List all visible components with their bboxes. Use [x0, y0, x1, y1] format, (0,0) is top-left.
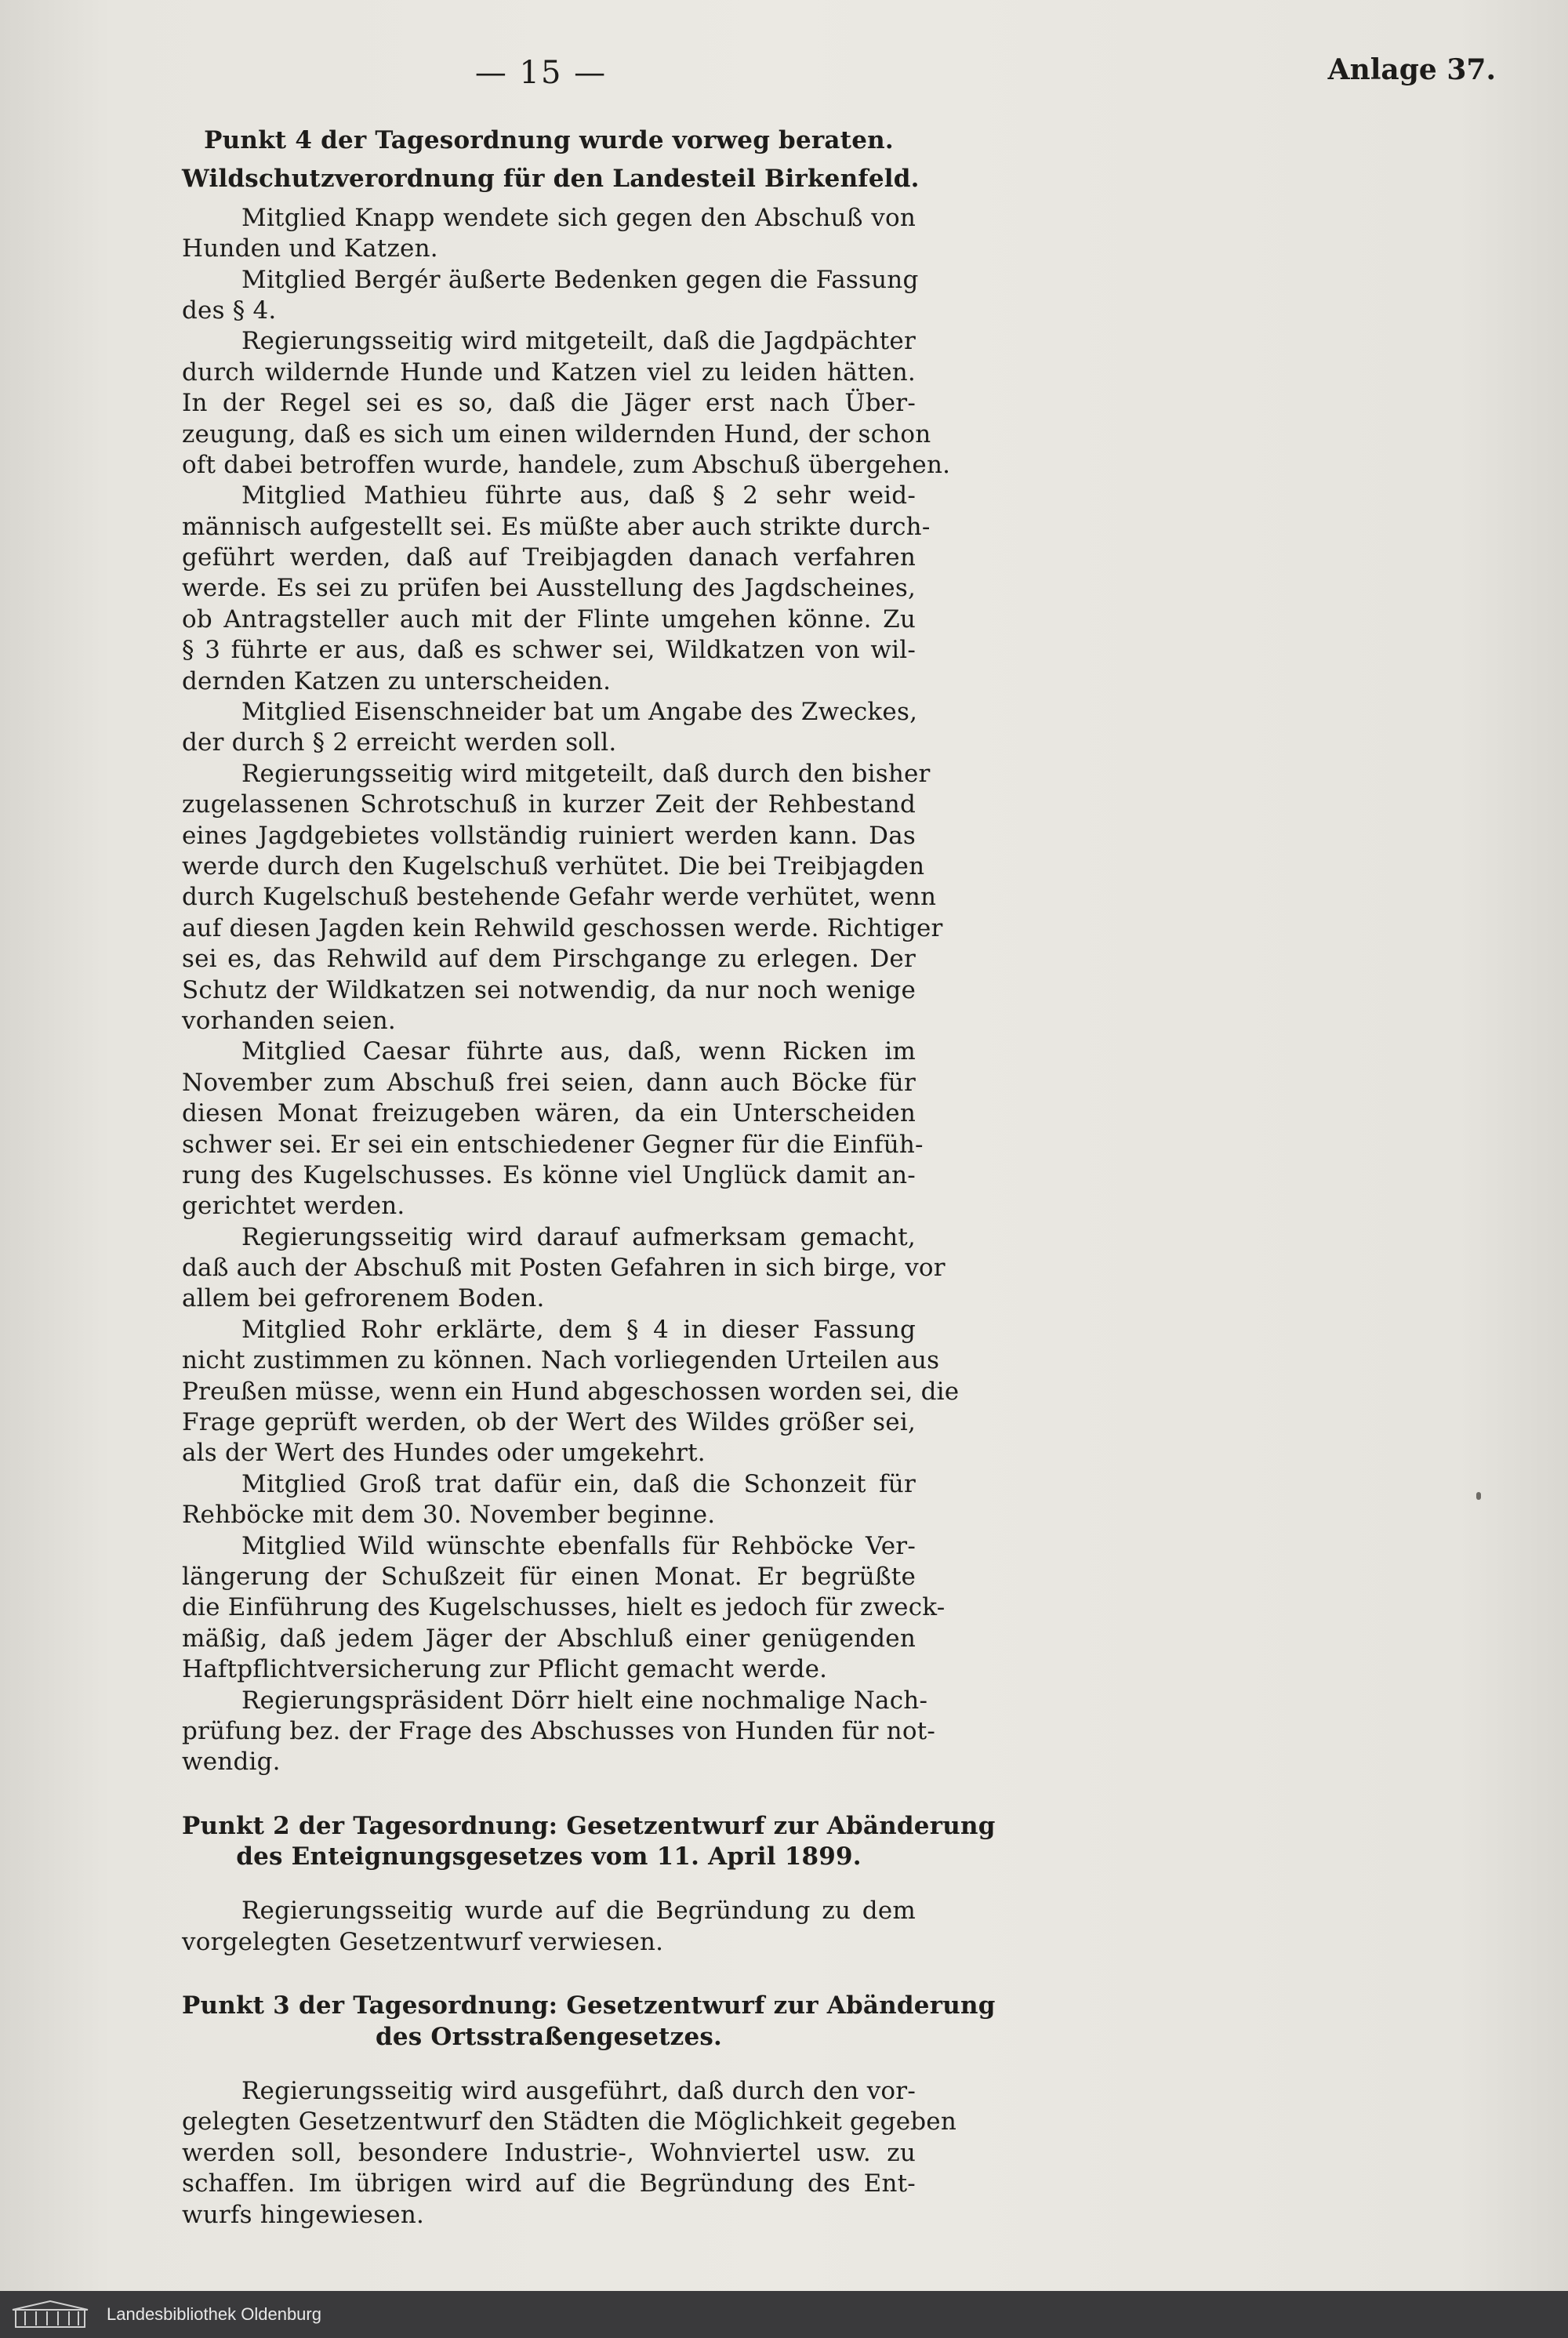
text-line: die Einführung des Kugelschusses, hielt es jedoch für zweck-: [182, 1593, 946, 1622]
text-line: Punkt 2 der Tagesordnung: Gesetzentwurf zur Abänderung: [182, 1811, 996, 1840]
text-line: allem bei gefrorenem Boden.: [182, 1284, 545, 1313]
text-line: des Ortsstraßengesetzes.: [375, 2022, 723, 2051]
text-line: Frage geprüft werden, ob der Wert des Wildes größer sei,: [182, 1408, 916, 1437]
text-line: Schutz der Wildkatzen sei notwendig, da nur noch wenige: [182, 975, 916, 1004]
text-line: ob Antragsteller auch mit der Flinte umgehen könne. Zu: [182, 604, 916, 634]
footer-bar: [0, 2291, 1568, 2338]
text-line: Mitglied Rohr erklärte, dem § 4 in dieser Fassung: [241, 1315, 916, 1344]
paragraph-gap: [182, 1778, 916, 1811]
text-line: Regierungsseitig wurde auf die Begründung zu dem: [241, 1897, 916, 1926]
text-line: des § 4.: [182, 296, 277, 325]
text-line: Haftpflichtversicherung zur Pflicht gemacht werde.: [182, 1655, 828, 1684]
text-line: zugelassenen Schrotschuß in kurzer Zeit der Rehbestand: [182, 790, 916, 819]
text-line: als der Wert des Hundes oder umgekehrt.: [182, 1439, 706, 1468]
text-line: § 3 führte er aus, daß es schwer sei, Wildkatzen von wil-: [182, 636, 916, 665]
text-line: wurfs hingewiesen.: [182, 2200, 425, 2229]
text-line: Preußen müsse, wenn ein Hund abgeschossen worden sei, die: [182, 1377, 960, 1406]
text-line: nicht zustimmen zu können. Nach vorliegenden Urteilen aus: [182, 1346, 940, 1375]
text-line: In der Regel sei es so, daß die Jäger erst nach Über-: [182, 389, 916, 418]
text-line: Mitglied Bergér äußerte Bedenken gegen die Fassung: [241, 265, 919, 294]
paragraph: [182, 697, 916, 759]
text-line: sei es, das Rehwild auf dem Pirschgange zu erlegen. Der: [182, 945, 916, 974]
text-line: Regierungsseitig wird darauf aufmerksam gemacht,: [241, 1222, 916, 1251]
paragraph: [182, 1896, 916, 1958]
agenda-heading: [182, 125, 916, 156]
paragraph: [182, 203, 916, 265]
library-name: Landesbibliothek Oldenburg: [107, 2304, 321, 2324]
annex-label: Anlage 37.: [1327, 53, 1496, 86]
text-line: November zum Abschuß frei seien, dann auch Böcke für: [182, 1068, 916, 1097]
document-body: [182, 125, 996, 2231]
text-line: wendig.: [182, 1748, 281, 1777]
paragraph: [182, 1036, 924, 1222]
text-line: durch wildernde Hunde und Katzen viel zu leiden hätten.: [182, 358, 916, 387]
page-number: — 15 —: [474, 55, 608, 91]
text-line: des Enteignungsgesetzes vom 11. April 1899.: [236, 1842, 862, 1871]
text-line: werden soll, besondere Industrie-, Wohnviertel usw. zu: [182, 2138, 916, 2167]
section-heading: [182, 1991, 996, 2053]
text-line: Regierungsseitig wird mitgeteilt, daß die Jagdpächter: [241, 327, 916, 356]
paragraph: [182, 1531, 946, 1686]
text-line: Regierungspräsident Dörr hielt eine nochmalige Nach-: [241, 1686, 928, 1715]
text-line: längerung der Schußzeit für einen Monat. Er begrüßte: [182, 1562, 916, 1591]
text-line: werde durch den Kugelschuß verhütet. Die bei Treibjagden: [182, 851, 925, 880]
text-line: eines Jagdgebietes vollständig ruiniert werden kann. Das: [182, 821, 916, 850]
text-line: zeugung, daß es sich um einen wildernden Hund, der schon: [182, 419, 931, 448]
paragraph-gap: [182, 1872, 916, 1896]
paragraph: [182, 759, 943, 1037]
paragraph-gap: [182, 195, 916, 203]
text-line: Regierungsseitig wird ausgeführt, daß durch den vor-: [241, 2077, 916, 2106]
text-line: gerichtet werden.: [182, 1192, 405, 1221]
text-line: schwer sei. Er sei ein entschiedener Gegner für die Einfüh-: [182, 1130, 924, 1159]
text-line: mäßig, daß jedem Jäger der Abschluß einer genügenden: [182, 1624, 916, 1653]
section-heading: [182, 1811, 996, 1873]
text-line: prüfung bez. der Frage des Abschusses von Hunden für not-: [182, 1716, 936, 1745]
text-line: diesen Monat freizugeben wären, da ein Unterscheiden: [182, 1099, 916, 1128]
text-line: geführt werden, daß auf Treibjagden danach verfahren: [182, 543, 916, 572]
text-line: Mitglied Wild wünschte ebenfalls für Rehböcke Ver-: [241, 1531, 916, 1560]
text-line: Punkt 4 der Tagesordnung wurde vorweg beraten.: [204, 126, 894, 154]
text-line: Punkt 3 der Tagesordnung: Gesetzentwurf zur Abänderung: [182, 1991, 996, 2020]
text-line: männisch aufgestellt sei. Es müßte aber auch strikte durch-: [182, 512, 931, 541]
text-line: Wildschutzverordnung für den Landesteil Birkenfeld.: [182, 165, 920, 194]
paragraph: [182, 481, 931, 697]
paragraph: [182, 2076, 956, 2231]
text-line: Mitglied Caesar führte aus, daß, wenn Ricken im: [241, 1037, 916, 1066]
paragraph-gap: [182, 2053, 916, 2076]
text-line: der durch § 2 erreicht werden soll.: [182, 728, 617, 757]
agenda-heading: [182, 164, 920, 194]
paragraph: [182, 1315, 960, 1469]
text-line: Mitglied Eisenschneider bat um Angabe des Zweckes,: [241, 698, 918, 727]
text-line: vorhanden seien.: [182, 1006, 396, 1035]
paragraph: [182, 1469, 916, 1531]
text-line: dernden Katzen zu unterscheiden.: [182, 666, 612, 695]
text-line: werde. Es sei zu prüfen bei Ausstellung des Jagdscheines,: [182, 574, 916, 603]
text-line: Hunden und Katzen.: [182, 234, 438, 263]
text-line: auf diesen Jagden kein Rehwild geschossen werde. Richtiger: [182, 913, 943, 942]
text-line: vorgelegten Gesetzentwurf verwiesen.: [182, 1927, 664, 1956]
text-line: Mitglied Groß trat dafür ein, daß die Schonzeit für: [241, 1469, 916, 1498]
text-line: oft dabei betroffen wurde, handele, zum Abschuß übergehen.: [182, 450, 951, 479]
paragraph: [182, 1686, 936, 1778]
text-line: Regierungsseitig wird mitgeteilt, daß durch den bisher: [241, 759, 931, 788]
paragraph-gap: [182, 1958, 916, 1991]
text-line: schaffen. Im übrigen wird auf die Begründung des Ent-: [182, 2169, 916, 2198]
text-line: Mitglied Knapp wendete sich gegen den Abschuß von: [241, 203, 916, 232]
scan-speck: [1476, 1492, 1481, 1500]
library-building-icon: [11, 2299, 89, 2330]
text-line: durch Kugelschuß bestehende Gefahr werde verhütet, wenn: [182, 883, 937, 912]
paragraph: [182, 265, 919, 327]
paragraph-gap: [182, 156, 916, 164]
text-line: rung des Kugelschusses. Es könne viel Unglück damit an-: [182, 1160, 916, 1189]
text-line: gelegten Gesetzentwurf den Städten die Möglichkeit gegeben: [182, 2107, 956, 2137]
text-line: Rehböcke mit dem 30. November beginne.: [182, 1501, 716, 1530]
paragraph: [182, 326, 951, 481]
text-line: Mitglied Mathieu führte aus, daß § 2 sehr weid-: [241, 481, 916, 510]
paragraph: [182, 1222, 946, 1315]
text-line: daß auch der Abschuß mit Posten Gefahren in sich birge, vor: [182, 1254, 946, 1283]
